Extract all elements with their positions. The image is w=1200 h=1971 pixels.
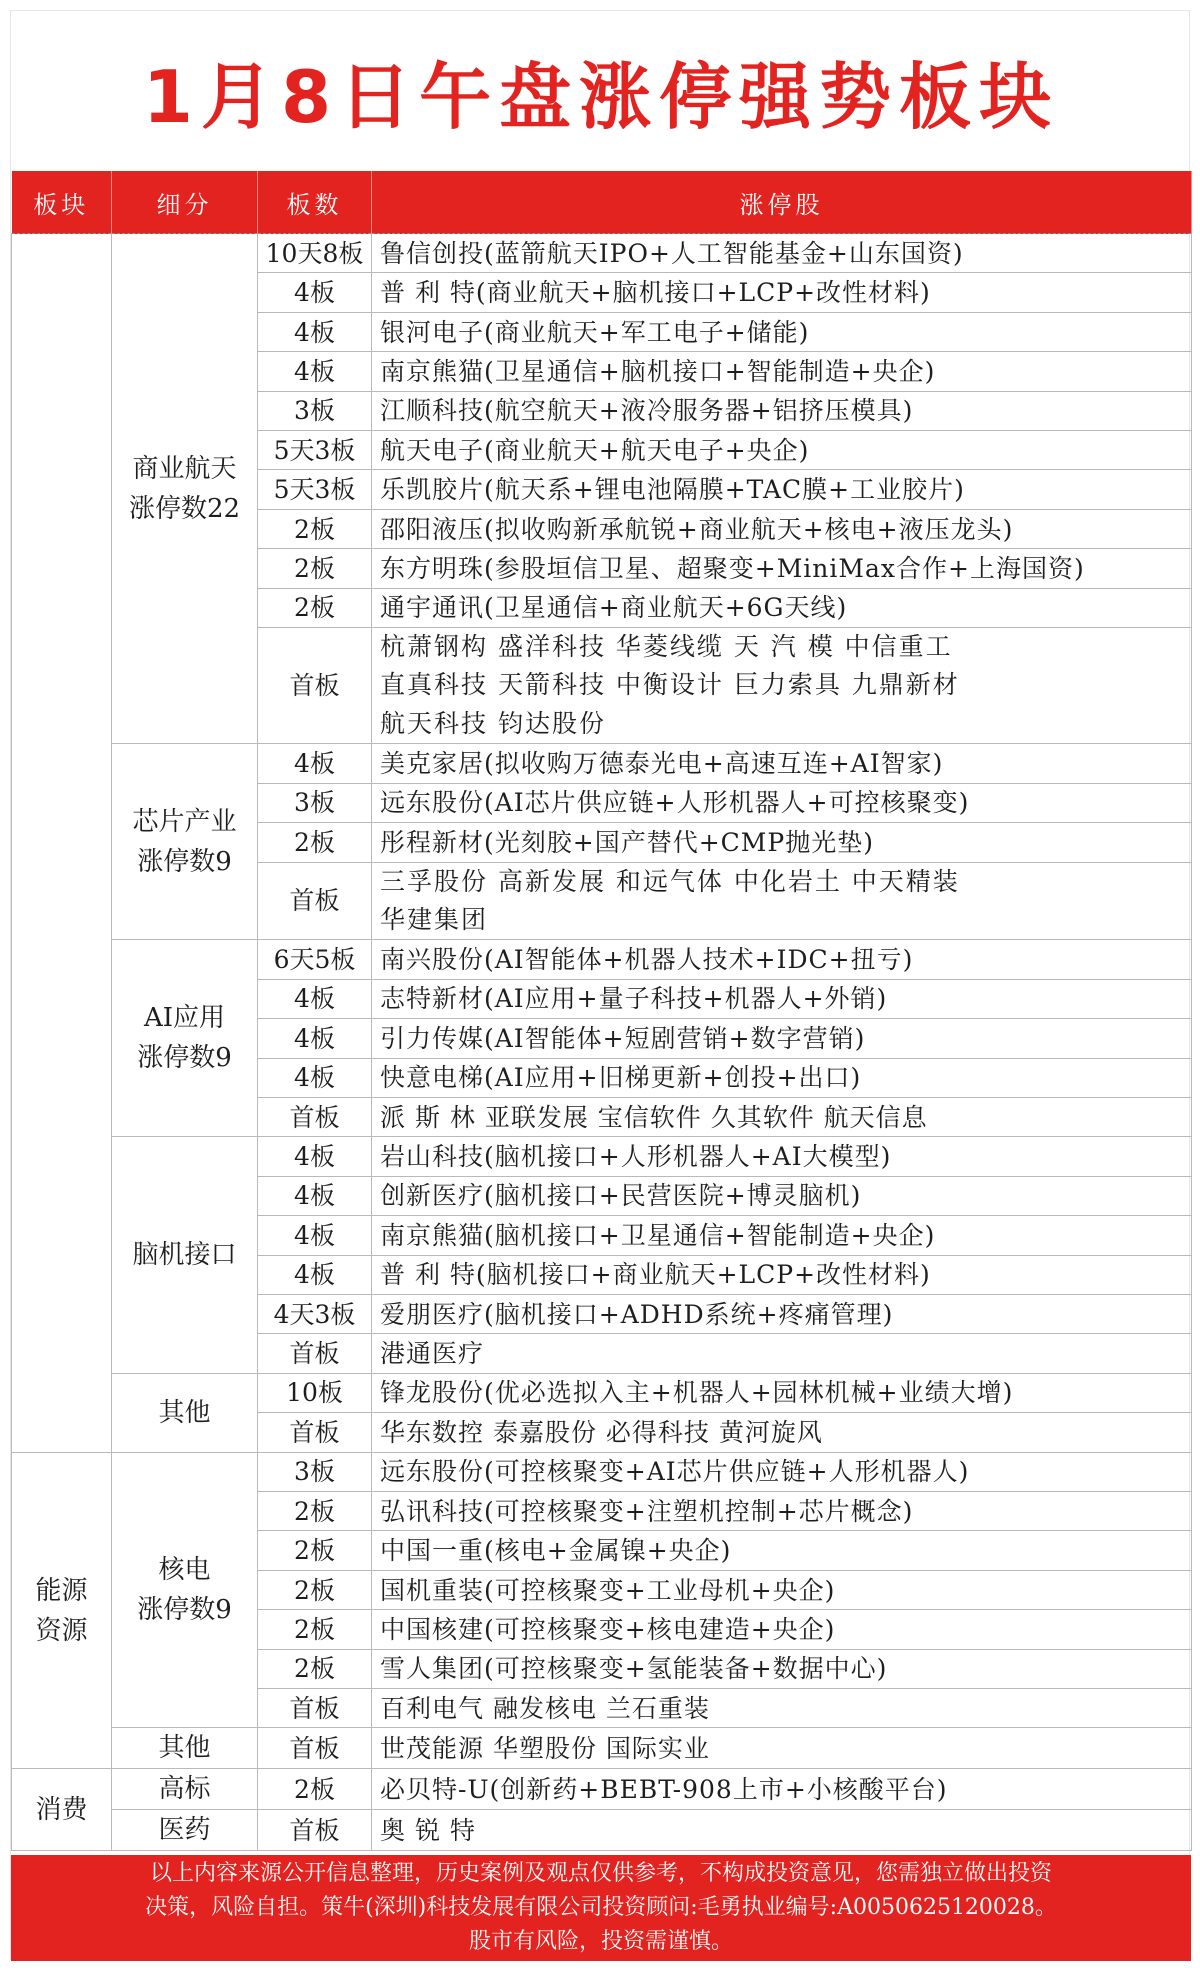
board-count-cell: 4板: [258, 1137, 372, 1176]
table-header: [12, 171, 1192, 234]
stocks-cell: 创新医疗(脑机接口+民营医院+博灵脑机): [372, 1176, 1192, 1215]
stocks-cell: 江顺科技(航空航天+液冷服务器+铝挤压模具): [372, 391, 1192, 430]
stocks-cell: 引力传媒(AI智能体+短剧营销+数字营销): [372, 1019, 1192, 1058]
sector-cell: 能源 资源: [12, 1452, 112, 1769]
stocks-cell: 南兴股份(AI智能体+机器人技术+IDC+扭亏): [372, 940, 1192, 979]
stocks-cell: 港通医疗: [372, 1334, 1192, 1373]
board-count-cell: 2板: [258, 588, 372, 627]
board-count-cell: 2板: [258, 509, 372, 548]
stocks-cell: 华东数控 泰嘉股份 必得科技 黄河旋风: [372, 1413, 1192, 1452]
board-count-cell: 首板: [258, 1334, 372, 1373]
stocks-cell: 普 利 特(脑机接口+商业航天+LCP+改性材料): [372, 1255, 1192, 1294]
header-sub: 细分: [112, 171, 258, 234]
stocks-cell: 美克家居(拟收购万德泰光电+高速互连+AI智家): [372, 744, 1192, 783]
disclaimer-line: 决策，风险自担。策牛(深圳)科技发展有限公司投资顾问:毛勇执业编号:A0050625120028。: [145, 1895, 1057, 1920]
board-count-cell: 2板: [258, 1492, 372, 1531]
subsector-cell: 高标: [112, 1769, 258, 1810]
board-count-cell: 4板: [258, 1019, 372, 1058]
stocks-cell: 东方明珠(参股垣信卫星、超聚变+MiniMax合作+上海国资): [372, 549, 1192, 588]
board-count-cell: 4板: [258, 312, 372, 351]
board-count-cell: 首板: [258, 1097, 372, 1136]
subsector-cell: 核电 涨停数9: [112, 1452, 258, 1728]
table-row: [12, 1769, 1192, 1810]
board-count-cell: 6天5板: [258, 940, 372, 979]
report-card: [10, 10, 1190, 1960]
board-count-cell: 2板: [258, 1531, 372, 1570]
stocks-cell: 快意电梯(AI应用+旧梯更新+创投+出口): [372, 1058, 1192, 1097]
stocks-cell: 远东股份(AI芯片供应链+人形机器人+可控核聚变): [372, 783, 1192, 822]
board-count-cell: 4板: [258, 352, 372, 391]
stocks-cell: 雪人集团(可控核聚变+氢能装备+数据中心): [372, 1649, 1192, 1688]
stocks-cell: 杭萧钢构 盛洋科技 华菱线缆 天 汽 模 中信重工 直真科技 天箭科技 中衡设计 巨力索具 九鼎新材 航天科技 钧达股份: [372, 628, 1192, 744]
board-count-cell: 首板: [258, 1413, 372, 1452]
stocks-cell: 国机重装(可控核聚变+工业母机+央企): [372, 1570, 1192, 1609]
subsector-cell: 脑机接口: [112, 1137, 258, 1373]
board-count-cell: 首板: [258, 862, 372, 940]
board-count-cell: 首板: [258, 1728, 372, 1769]
header-stocks: 涨停股: [372, 171, 1192, 234]
table-row: [12, 1452, 1192, 1491]
subsector-cell: 其他: [112, 1373, 258, 1452]
board-count-cell: 4板: [258, 273, 372, 312]
board-count-cell: 首板: [258, 628, 372, 744]
table-row: [12, 1810, 1192, 1851]
board-count-cell: 4板: [258, 1255, 372, 1294]
stocks-cell: 远东股份(可控核聚变+AI芯片供应链+人形机器人): [372, 1452, 1192, 1491]
page-title: 1月8日午盘涨停强势板块: [142, 55, 1060, 139]
stocks-cell: 南京熊猫(卫星通信+脑机接口+智能制造+央企): [372, 352, 1192, 391]
sector-cell: [12, 234, 112, 1453]
stocks-cell: 南京熊猫(脑机接口+卫星通信+智能制造+央企): [372, 1216, 1192, 1255]
disclaimer-footer: [11, 1855, 1191, 1961]
stocks-cell: 邵阳液压(拟收购新承航锐+商业航天+核电+液压龙头): [372, 509, 1192, 548]
board-count-cell: 3板: [258, 783, 372, 822]
board-count-cell: 2板: [258, 823, 372, 862]
board-count-cell: 4板: [258, 744, 372, 783]
board-count-cell: 2板: [258, 1649, 372, 1688]
stocks-cell: 锋龙股份(优必选拟入主+机器人+园林机械+业绩大增): [372, 1373, 1192, 1412]
stocks-cell: 必贝特-U(创新药+BEBT-908上市+小核酸平台): [372, 1769, 1192, 1810]
stocks-cell: 百利电气 融发核电 兰石重装: [372, 1689, 1192, 1728]
table-row: [12, 234, 1192, 273]
header-board: 板数: [258, 171, 372, 234]
table-row: [12, 940, 1192, 979]
board-count-cell: 4板: [258, 1216, 372, 1255]
stocks-cell: 银河电子(商业航天+军工电子+储能): [372, 312, 1192, 351]
limit-up-table: [11, 171, 1192, 1851]
stocks-cell: 普 利 特(商业航天+脑机接口+LCP+改性材料): [372, 273, 1192, 312]
board-count-cell: 2板: [258, 1769, 372, 1810]
table-row: [12, 1137, 1192, 1176]
table-row: [12, 1373, 1192, 1412]
disclaimer-line: 股市有风险，投资需谨慎。: [468, 1929, 733, 1954]
board-count-cell: 4天3板: [258, 1294, 372, 1333]
board-count-cell: 3板: [258, 1452, 372, 1491]
subsector-cell: 其他: [112, 1728, 258, 1769]
board-count-cell: 3板: [258, 391, 372, 430]
board-count-cell: 5天3板: [258, 431, 372, 470]
subsector-cell: AI应用 涨停数9: [112, 940, 258, 1137]
table-body: [12, 234, 1192, 1851]
board-count-cell: 4板: [258, 1058, 372, 1097]
stocks-cell: 志特新材(AI应用+量子科技+机器人+外销): [372, 979, 1192, 1018]
sector-cell: 消费: [12, 1769, 112, 1851]
board-count-cell: 2板: [258, 1610, 372, 1649]
board-count-cell: 5天3板: [258, 470, 372, 509]
stocks-cell: 奥 锐 特: [372, 1810, 1192, 1851]
table-row: [12, 744, 1192, 783]
subsector-cell: 医药: [112, 1810, 258, 1851]
stocks-cell: 航天电子(商业航天+航天电子+央企): [372, 431, 1192, 470]
stocks-cell: 岩山科技(脑机接口+人形机器人+AI大模型): [372, 1137, 1192, 1176]
stocks-cell: 中国核建(可控核聚变+核电建造+央企): [372, 1610, 1192, 1649]
board-count-cell: 10板: [258, 1373, 372, 1412]
stocks-cell: 世茂能源 华塑股份 国际实业: [372, 1728, 1192, 1769]
board-count-cell: 10天8板: [258, 234, 372, 273]
board-count-cell: 2板: [258, 1570, 372, 1609]
board-count-cell: 4板: [258, 1176, 372, 1215]
stocks-cell: 乐凯胶片(航天系+锂电池隔膜+TAC膜+工业胶片): [372, 470, 1192, 509]
board-count-cell: 2板: [258, 549, 372, 588]
disclaimer-line: 以上内容来源公开信息整理，历史案例及观点仅供参考，不构成投资意见，您需独立做出投资: [149, 1861, 1052, 1886]
table-row: [12, 1728, 1192, 1769]
subsector-cell: 商业航天 涨停数22: [112, 234, 258, 744]
stocks-cell: 派 斯 林 亚联发展 宝信软件 久其软件 航天信息: [372, 1097, 1192, 1136]
board-count-cell: 4板: [258, 979, 372, 1018]
stocks-cell: 中国一重(核电+金属镍+央企): [372, 1531, 1192, 1570]
board-count-cell: 首板: [258, 1810, 372, 1851]
stocks-cell: 爱朋医疗(脑机接口+ADHD系统+疼痛管理): [372, 1294, 1192, 1333]
stocks-cell: 通宇通讯(卫星通信+商业航天+6G天线): [372, 588, 1192, 627]
stocks-cell: 三孚股份 高新发展 和远气体 中化岩土 中天精装 华建集团: [372, 862, 1192, 940]
header-sector: 板块: [12, 171, 112, 234]
stocks-cell: 弘讯科技(可控核聚变+注塑机控制+芯片概念): [372, 1492, 1192, 1531]
board-count-cell: 首板: [258, 1689, 372, 1728]
stocks-cell: 鲁信创投(蓝箭航天IPO+人工智能基金+山东国资): [372, 234, 1192, 273]
subsector-cell: 芯片产业 涨停数9: [112, 744, 258, 940]
stocks-cell: 彤程新材(光刻胶+国产替代+CMP抛光垫): [372, 823, 1192, 862]
